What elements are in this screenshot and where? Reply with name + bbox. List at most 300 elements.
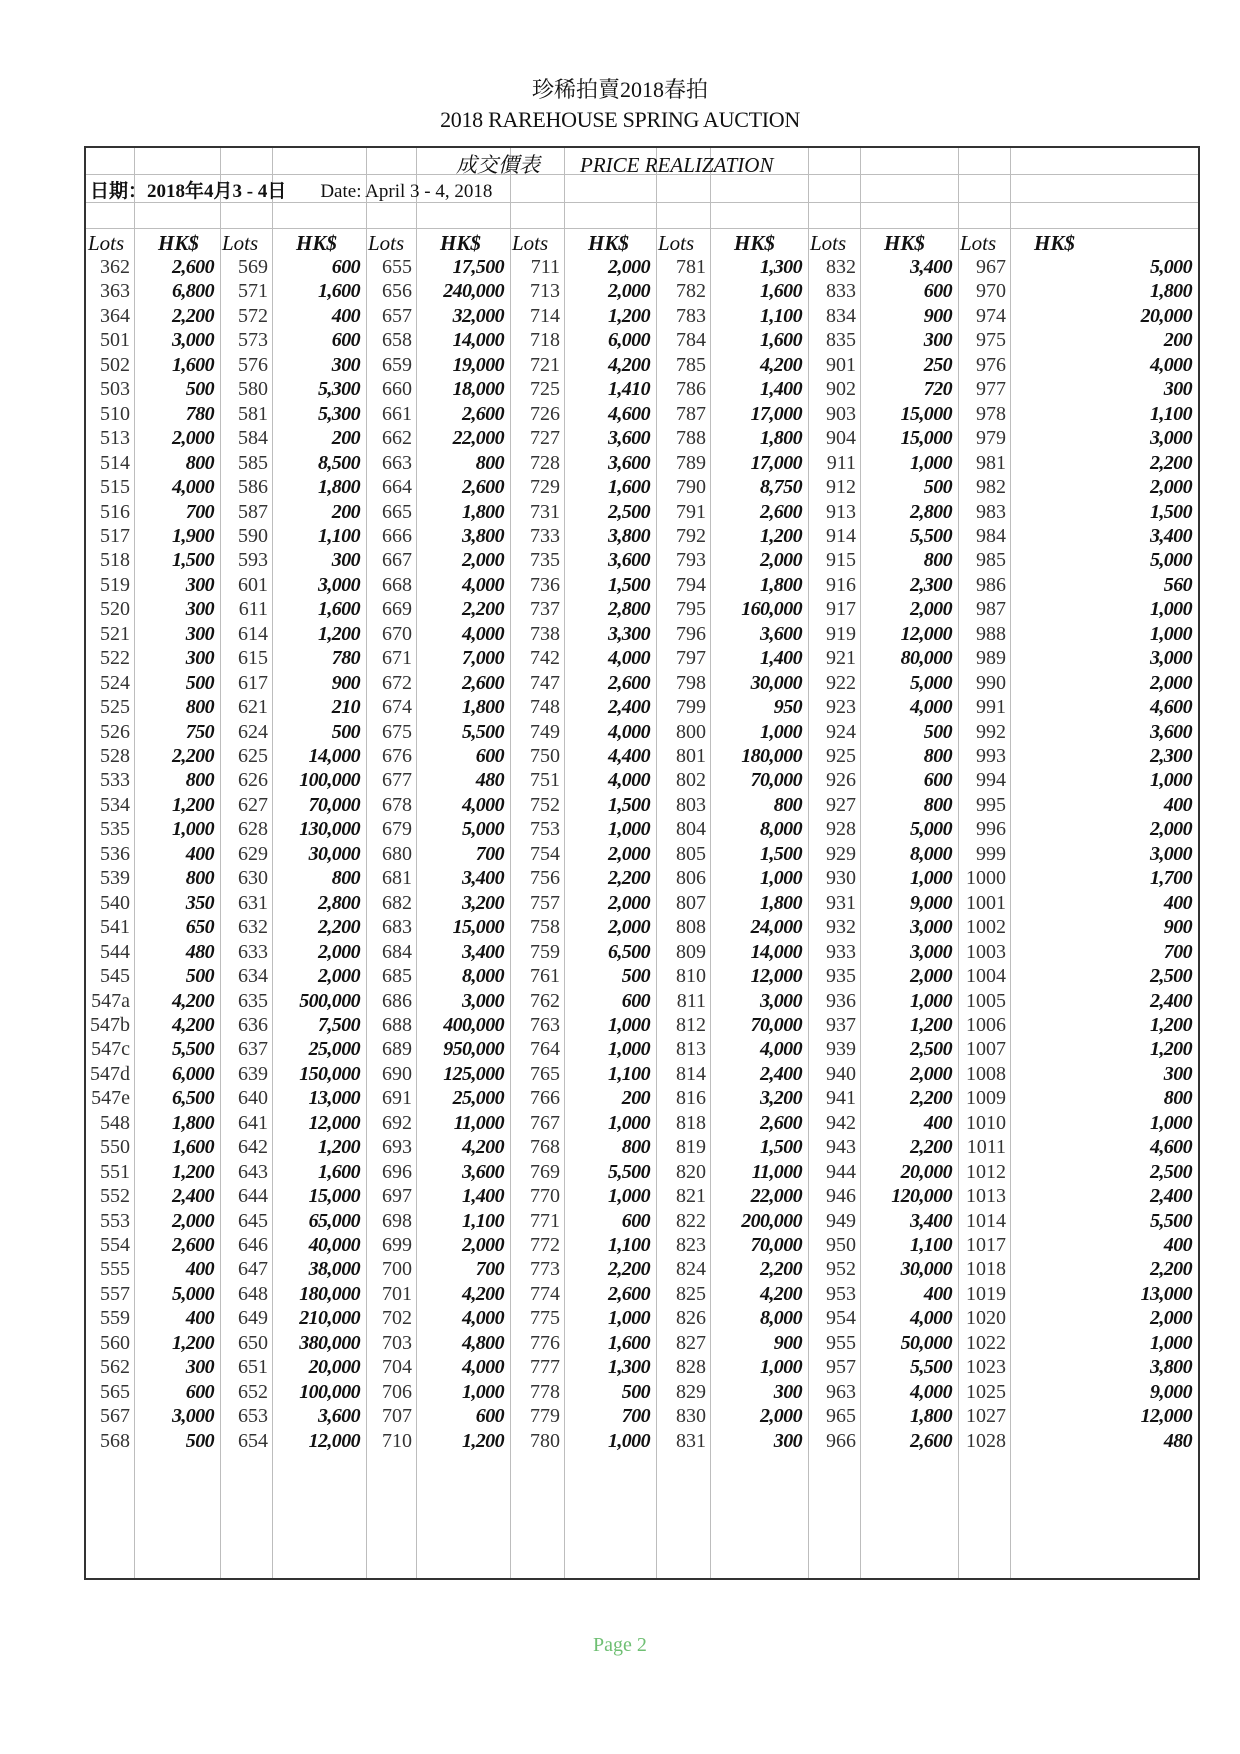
hammer-price: 200,000 [741,1209,802,1232]
hammer-price: 2,400 [1149,989,1192,1012]
hammer-price: 30,000 [750,671,802,694]
hammer-price: 20,000 [1140,304,1192,327]
lot-number: 576 [238,353,268,376]
hammer-price: 300 [1163,1062,1192,1085]
lot-number: 601 [238,573,268,596]
hammer-price: 5,000 [1149,549,1192,572]
hammer-price: 600 [621,1209,650,1232]
hammer-price: 5,300 [317,378,360,401]
hammer-price: 1,500 [759,1136,802,1159]
lot-number: 701 [382,1282,412,1305]
lot-number: 783 [676,304,706,327]
hammer-price: 5,500 [607,1160,650,1183]
column-header-price: HK$ [734,231,775,255]
hammer-price: 2,600 [909,1429,952,1452]
hammer-price: 4,000 [607,647,650,670]
lot-number: 552 [100,1185,130,1208]
lot-number: 534 [100,793,130,816]
hammer-price: 2,600 [607,671,650,694]
lot-number: 547c [91,1038,130,1061]
lot-number: 533 [100,769,130,792]
lot-number: 501 [100,329,130,352]
hammer-price: 4,000 [171,476,214,499]
hammer-price: 3,000 [461,989,504,1012]
lot-number: 519 [100,573,130,596]
lot-number: 671 [382,647,412,670]
lot-number: 688 [382,1013,412,1036]
hammer-price: 2,300 [909,573,952,596]
hammer-price: 2,500 [1149,965,1192,988]
lot-number: 768 [530,1136,560,1159]
lot-number: 714 [530,304,560,327]
hammer-price: 4,800 [461,1331,504,1354]
hammer-price: 1,800 [759,573,802,596]
lot-number: 810 [676,965,706,988]
lot-number: 946 [826,1185,856,1208]
lot-number: 718 [530,329,560,352]
lot-number: 770 [530,1185,560,1208]
hammer-price: 8,000 [759,1307,802,1330]
lot-number: 832 [826,256,856,278]
hammer-price: 25,000 [308,1038,360,1061]
column-header-price: HK$ [296,231,337,255]
column-header-lots: Lots [810,231,847,255]
hammer-price: 1,200 [607,304,650,327]
hammer-price: 1,800 [1149,280,1192,303]
hammer-price: 200 [621,1087,650,1110]
lot-number: 902 [826,378,856,401]
lot-number: 503 [100,378,130,401]
hammer-price: 2,200 [171,745,214,767]
hammer-price: 3,800 [1149,1356,1192,1379]
hammer-price: 2,000 [909,965,952,988]
lot-number: 913 [826,500,856,523]
lot-number: 921 [826,647,856,670]
title-english: 2018 RAREHOUSE SPRING AUCTION [440,107,800,132]
hammer-price: 480 [185,940,214,963]
hammer-price: 3,400 [909,256,952,278]
hammer-price: 2,000 [607,256,650,278]
hammer-price: 5,500 [909,1356,952,1379]
lot-number: 1005 [966,989,1006,1012]
hammer-price: 13,000 [1140,1282,1192,1305]
lot-number: 560 [100,1331,130,1354]
hammer-price: 4,600 [607,402,650,425]
lot-number: 989 [976,647,1006,670]
hammer-price: 2,000 [1149,671,1192,694]
hammer-price: 2,600 [607,1282,650,1305]
lot-number: 789 [676,451,706,474]
lot-number: 830 [676,1405,706,1428]
hammer-price: 950 [773,696,802,719]
table-grid [86,148,1198,1578]
hammer-price: 400 [1163,1234,1192,1256]
lot-number: 803 [676,793,706,816]
lot-number: 976 [976,353,1006,376]
hammer-price: 1,100 [759,304,802,327]
lot-number: 726 [530,402,560,425]
hammer-price: 1,400 [759,647,802,670]
hammer-price: 1,000 [607,1185,650,1208]
lot-number: 573 [238,329,268,352]
lot-number: 802 [676,769,706,792]
hammer-price: 30,000 [900,1258,952,1281]
lot-number: 539 [100,867,130,890]
lot-number: 670 [382,622,412,645]
hammer-price: 1,500 [171,549,214,572]
hammer-price: 5,000 [909,671,952,694]
lot-number: 548 [100,1111,130,1134]
lot-number: 554 [100,1234,130,1256]
hammer-price: 2,000 [909,1062,952,1085]
hammer-price: 2,500 [607,500,650,523]
hammer-price: 1,600 [607,476,650,499]
hammer-price: 3,600 [317,1405,360,1428]
hammer-price: 32,000 [452,304,504,327]
lot-number: 617 [238,671,268,694]
lot-number: 790 [676,476,706,499]
lot-number: 536 [100,842,130,865]
lot-number: 749 [530,720,560,743]
lot-number: 626 [238,769,268,792]
hammer-price: 2,200 [1149,1258,1192,1281]
column-header-lots: Lots [88,231,125,255]
lot-number: 653 [238,1405,268,1428]
lot-number: 1017 [966,1234,1006,1256]
lot-number: 1012 [966,1160,1006,1183]
hammer-price: 4,000 [1149,353,1192,376]
lot-number: 689 [382,1038,412,1061]
lot-number: 963 [826,1380,856,1403]
lot-number: 807 [676,891,706,914]
lot-number: 711 [530,256,560,278]
lot-number: 1025 [966,1380,1006,1403]
lot-number: 630 [238,867,268,890]
lot-number: 987 [976,598,1006,621]
column-header-lots: Lots [658,231,695,255]
hammer-price: 560 [1163,573,1192,596]
lot-number: 544 [100,940,130,963]
lot-number: 559 [100,1307,130,1330]
hammer-price: 500 [185,1429,214,1452]
hammer-price: 8,000 [461,965,504,988]
hammer-price: 1,500 [1149,500,1192,523]
hammer-price: 1,000 [759,1356,802,1379]
row-divider [86,228,1198,229]
hammer-price: 1,600 [317,280,360,303]
hammer-price: 1,600 [171,1136,214,1159]
lot-number: 835 [826,329,856,352]
hammer-price: 3,600 [607,549,650,572]
lot-number: 805 [676,842,706,865]
lot-number: 669 [382,598,412,621]
lot-number: 621 [238,696,268,719]
lot-number: 764 [530,1038,560,1061]
hammer-price: 5,500 [171,1038,214,1061]
hammer-price: 4,200 [171,989,214,1012]
lot-number: 632 [238,916,268,939]
hammer-price: 1,500 [607,793,650,816]
lot-number: 733 [530,524,560,547]
hammer-price: 2,600 [461,402,504,425]
lot-number: 999 [976,842,1006,865]
lot-number: 565 [100,1380,130,1403]
hammer-price: 400 [1163,891,1192,914]
lot-number: 540 [100,891,130,914]
hammer-price: 7,000 [461,647,504,670]
lot-number: 1018 [966,1258,1006,1281]
lot-number: 792 [676,524,706,547]
hammer-price: 4,200 [461,1282,504,1305]
lot-number: 742 [530,647,560,670]
hammer-price: 1,300 [759,256,802,278]
lot-number: 799 [676,696,706,719]
hammer-price: 3,300 [607,622,650,645]
lot-number: 747 [530,671,560,694]
hammer-price: 3,000 [909,916,952,939]
lot-number: 682 [382,891,412,914]
lot-number: 796 [676,622,706,645]
hammer-price: 5,000 [909,818,952,841]
hammer-price: 300 [185,1356,214,1379]
lot-number: 633 [238,940,268,963]
hammer-price: 1,200 [461,1429,504,1452]
hammer-price: 1,000 [909,989,952,1012]
hammer-price: 3,400 [461,940,504,963]
lot-number: 363 [100,280,130,303]
hammer-price: 8,750 [759,476,802,499]
hammer-price: 4,000 [461,622,504,645]
hammer-price: 18,000 [452,378,504,401]
lot-number: 780 [530,1429,560,1452]
hammer-price: 24,000 [750,916,802,939]
hammer-price: 3,400 [909,1209,952,1232]
hammer-price: 2,000 [607,280,650,303]
hammer-price: 6,800 [171,280,214,303]
lot-number: 933 [826,940,856,963]
hammer-price: 70,000 [308,793,360,816]
hammer-price: 3,800 [461,524,504,547]
hammer-price: 900 [923,304,952,327]
hammer-price: 1,100 [607,1234,650,1256]
hammer-price: 350 [185,891,214,914]
hammer-price: 900 [773,1331,802,1354]
hammer-price: 5,300 [317,402,360,425]
hammer-price: 2,800 [909,500,952,523]
lot-number: 666 [382,524,412,547]
hammer-price: 720 [923,378,952,401]
lot-number: 751 [530,769,560,792]
lot-number: 699 [382,1234,412,1256]
hammer-price: 2,000 [461,549,504,572]
hammer-price: 400 [923,1282,952,1305]
hammer-price: 4,000 [909,696,952,719]
lot-number: 928 [826,818,856,841]
lot-number: 1004 [966,965,1006,988]
lot-number: 784 [676,329,706,352]
lot-number: 550 [100,1136,130,1159]
lot-number: 639 [238,1062,268,1085]
hammer-price: 1,300 [607,1356,650,1379]
lot-number: 698 [382,1209,412,1232]
lot-number: 967 [976,256,1006,278]
lot-number: 593 [238,549,268,572]
hammer-price: 4,600 [1149,1136,1192,1159]
hammer-price: 2,000 [759,1405,802,1428]
hammer-price: 1,000 [909,451,952,474]
hammer-price: 130,000 [299,818,360,841]
lot-number: 1002 [966,916,1006,939]
hammer-price: 4,200 [607,353,650,376]
hammer-price: 1,800 [317,476,360,499]
hammer-price: 1,400 [759,378,802,401]
hammer-price: 1,600 [607,1331,650,1354]
lot-number: 771 [530,1209,560,1232]
lot-number: 659 [382,353,412,376]
hammer-price: 2,000 [1149,476,1192,499]
lot-number: 624 [238,720,268,743]
hammer-price: 65,000 [308,1209,360,1232]
lot-number: 795 [676,598,706,621]
lot-number: 557 [100,1282,130,1305]
lot-number: 929 [826,842,856,865]
lot-number: 791 [676,500,706,523]
lot-number: 975 [976,329,1006,352]
hammer-price: 1,600 [759,280,802,303]
hammer-price: 1,000 [607,818,650,841]
lot-number: 707 [382,1405,412,1428]
lot-number: 524 [100,671,130,694]
heading-chinese: 成交價表 [456,153,540,177]
lot-number: 996 [976,818,1006,841]
lot-number: 614 [238,622,268,645]
lot-number: 627 [238,793,268,816]
lot-number: 801 [676,745,706,767]
lot-number: 779 [530,1405,560,1428]
lot-number: 662 [382,427,412,450]
lot-number: 646 [238,1234,268,1256]
hammer-price: 1,800 [759,891,802,914]
hammer-price: 2,200 [759,1258,802,1281]
lot-number: 590 [238,524,268,547]
lot-number: 569 [238,256,268,278]
lot-number: 528 [100,745,130,767]
hammer-price: 1,800 [759,427,802,450]
hammer-price: 800 [185,696,214,719]
hammer-price: 700 [475,1258,504,1281]
lot-number: 797 [676,647,706,670]
date-chinese: 日期：2018年4月3 - 4日 [90,181,287,202]
hammer-price: 3,600 [461,1160,504,1183]
lot-number: 766 [530,1087,560,1110]
hammer-price: 2,000 [607,842,650,865]
hammer-price: 300 [923,329,952,352]
hammer-price: 4,000 [461,1356,504,1379]
lot-number: 683 [382,916,412,939]
lot-number: 586 [238,476,268,499]
hammer-price: 300 [331,549,360,572]
hammer-price: 4,000 [461,1307,504,1330]
lot-number: 571 [238,280,268,303]
hammer-price: 1,200 [1149,1013,1192,1036]
hammer-price: 70,000 [750,1013,802,1036]
hammer-price: 100,000 [299,1380,360,1403]
hammer-price: 120,000 [891,1185,952,1208]
hammer-price: 600 [923,769,952,792]
hammer-price: 4,200 [171,1013,214,1036]
lot-number: 992 [976,720,1006,743]
lot-number: 982 [976,476,1006,499]
column-header-price: HK$ [588,231,629,255]
lot-number: 706 [382,1380,412,1403]
hammer-price: 2,200 [171,304,214,327]
lot-number: 833 [826,280,856,303]
lot-number: 942 [826,1111,856,1134]
lot-number: 765 [530,1062,560,1085]
lot-number: 547e [91,1087,130,1110]
lot-number: 1009 [966,1087,1006,1110]
hammer-price: 150,000 [299,1062,360,1085]
hammer-price: 3,000 [1149,842,1192,865]
column-header-lots: Lots [222,231,259,255]
lot-number: 738 [530,622,560,645]
hammer-price: 240,000 [443,280,504,303]
hammer-price: 12,000 [308,1111,360,1134]
hammer-price: 2,800 [607,598,650,621]
hammer-price: 2,200 [909,1087,952,1110]
hammer-price: 750 [185,720,214,743]
hammer-price: 2,500 [909,1038,952,1061]
hammer-price: 4,200 [461,1136,504,1159]
lot-number: 668 [382,573,412,596]
lot-number: 944 [826,1160,856,1183]
lot-number: 667 [382,549,412,572]
lot-number: 1001 [966,891,1006,914]
lot-number: 678 [382,793,412,816]
lot-number: 988 [976,622,1006,645]
hammer-price: 7,500 [317,1013,360,1036]
hammer-price: 1,200 [317,622,360,645]
hammer-price: 400 [331,304,360,327]
lot-number: 521 [100,622,130,645]
hammer-price: 300 [1163,378,1192,401]
lot-number: 822 [676,1209,706,1232]
lot-number: 936 [826,989,856,1012]
hammer-price: 400,000 [443,1013,504,1036]
hammer-price: 2,200 [317,916,360,939]
hammer-price: 15,000 [900,427,952,450]
lot-number: 776 [530,1331,560,1354]
hammer-price: 17,000 [750,451,802,474]
lot-number: 631 [238,891,268,914]
lot-number: 778 [530,1380,560,1403]
lot-number: 986 [976,573,1006,596]
lot-number: 710 [382,1429,412,1452]
hammer-price: 400 [1163,793,1192,816]
page-number: Page 2 [593,1634,647,1656]
hammer-price: 3,000 [909,940,952,963]
lot-number: 769 [530,1160,560,1183]
hammer-price: 4,000 [759,1038,802,1061]
lot-number: 585 [238,451,268,474]
lot-number: 674 [382,696,412,719]
hammer-price: 2,300 [1149,745,1192,767]
lot-number: 974 [976,304,1006,327]
lot-number: 1010 [966,1111,1006,1134]
hammer-price: 50,000 [900,1331,952,1354]
lot-number: 955 [826,1331,856,1354]
lot-number: 1003 [966,940,1006,963]
